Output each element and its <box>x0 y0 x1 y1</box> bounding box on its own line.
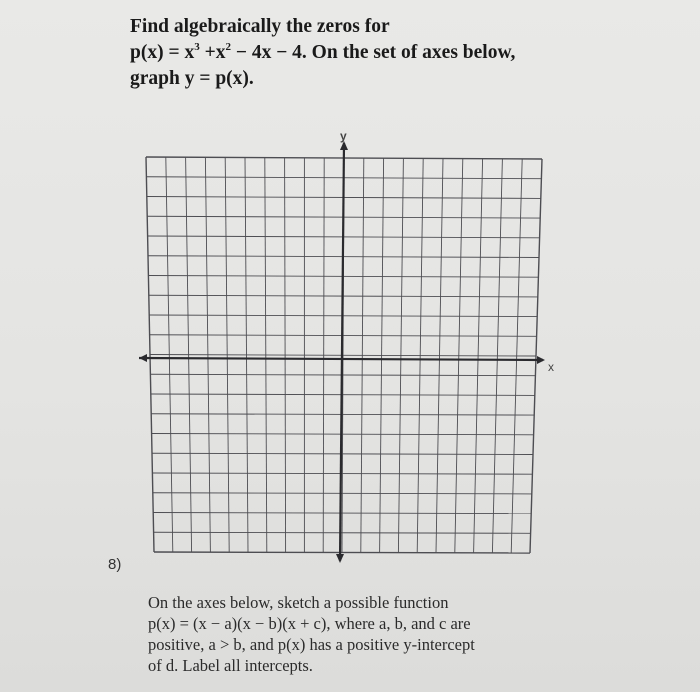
equation-suffix: − 4x − 4. On the set of axes below, <box>230 42 516 63</box>
question-number: 8) <box>108 556 122 573</box>
grid-line-horizontal <box>154 552 530 553</box>
x-axis-arrow-right <box>537 356 545 364</box>
x-axis-arrow-left <box>139 354 147 362</box>
question-8-line-4: of d. Label all intercepts. <box>148 656 313 675</box>
question-1-line-3: graph y = p(x). <box>130 68 254 89</box>
equation-prefix: p(x) = x <box>130 42 195 63</box>
y-axis-label: y <box>340 129 347 143</box>
x-axis-label: x <box>548 360 554 374</box>
question-8-text <box>148 592 568 676</box>
exponent-two: 2 <box>225 41 231 53</box>
question-1-line-1: Find algebraically the zeros for <box>130 16 390 37</box>
question-8-line-1: On the axes below, sketch a possible function <box>148 593 449 612</box>
question-8-line-2: p(x) = (x − a)(x − b)(x + c), where a, b, and c are <box>148 614 471 633</box>
y-axis-arrow-bottom <box>336 554 344 563</box>
exponent-three: 3 <box>194 41 200 53</box>
equation-mid: +x <box>199 42 226 63</box>
question-8-line-3: positive, a > b, and p(x) has a positive y-intercept <box>148 635 475 654</box>
